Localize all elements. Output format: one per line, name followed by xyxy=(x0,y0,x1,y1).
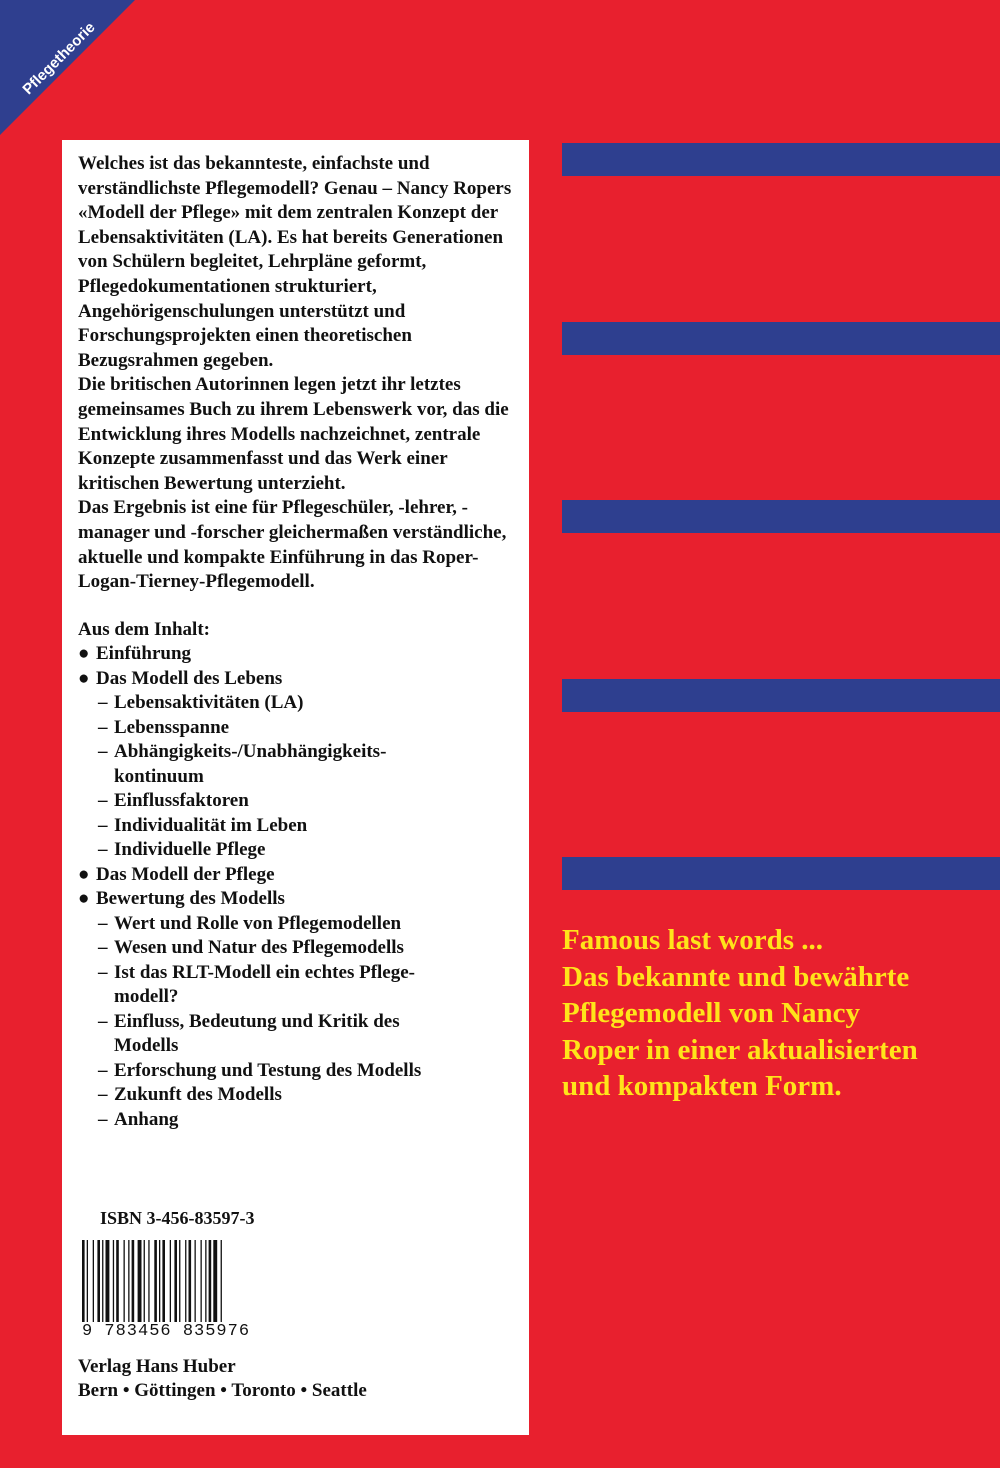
contents-subitem: – Individualität im Leben xyxy=(98,814,308,836)
contents-subitem: – Wert und Rolle von Pflegemodellen xyxy=(98,912,402,934)
intro-paragraph-1: Welches ist das bekannteste, einfachste und verständlichste Pflegemodell? Genau – Nancy Ropers «Modell der Pflege» mit dem zentralen Konzept der Lebensaktivitäten (LA). Es hat bereits Generationen von Schülern begleitet, Lehrpläne geformt, Pflegedokumentationen strukturiert, Angehörigenschulungen unterstützt und Forschungsprojekten einen theoretischen Bezugsrahmen gegeben. xyxy=(78,153,512,371)
contents-subitem: – Lebensaktivitäten (LA) xyxy=(98,692,304,714)
publisher-name: Verlag Hans Huber xyxy=(78,1356,236,1377)
contents-list xyxy=(78,618,519,1133)
subitem-label: Einflussfaktoren xyxy=(114,790,249,812)
barcode-icon xyxy=(80,1240,268,1322)
contents-item xyxy=(78,667,519,692)
bullet-icon: ● xyxy=(78,667,90,689)
contents-subitem: – Lebensspanne xyxy=(98,716,230,738)
barcode-number: 9 783456 835976 xyxy=(82,1322,251,1341)
tagline-line: Pflegemodell von Nancy xyxy=(562,997,861,1029)
contents-subitem: – Wesen und Natur des Pflegemodells xyxy=(98,937,404,959)
intro-paragraph-3: Das Ergebnis ist eine für Pflegeschüler, -lehrer, -manager und -forscher gleichermaßen verständliche, aktuelle und kompakte Einführung in das Roper-Logan-Tierney-Pflegemodell. xyxy=(78,497,507,593)
contents-item xyxy=(78,863,519,888)
contents-subitem: – Anhang xyxy=(98,1108,179,1130)
contents-subitem: – Zukunft des Modells xyxy=(98,1084,282,1106)
contents-item-label: Das Modell des Lebens xyxy=(96,667,283,689)
subitem-label: Einfluss, Bedeutung und Kritik des Modells xyxy=(114,1010,400,1057)
contents-item xyxy=(78,887,519,912)
isbn-text: ISBN 3-456-83597-3 xyxy=(100,1208,255,1228)
subitem-label: Wert und Rolle von Pflegemodellen xyxy=(114,912,402,934)
decorative-stripe xyxy=(562,322,1000,355)
intro-text xyxy=(78,152,519,595)
contents-subitem: – Individuelle Pflege xyxy=(98,839,266,861)
contents-subitem: – Erforschung und Testung des Modells xyxy=(98,1059,422,1081)
decorative-stripe xyxy=(562,500,1000,533)
contents-item-label: Bewertung des Modells xyxy=(96,888,285,910)
subitem-label: Individuelle Pflege xyxy=(114,839,266,861)
decorative-stripe xyxy=(562,143,1000,176)
contents-subitem: – Einflussfaktoren xyxy=(98,790,249,812)
subitem-label: Zukunft des Modells xyxy=(114,1084,282,1106)
contents-item-label: Einführung xyxy=(96,643,192,665)
subitem-label: Erforschung und Testung des Modells xyxy=(114,1059,422,1081)
decorative-stripe xyxy=(562,857,1000,890)
bullet-icon: ● xyxy=(78,888,90,910)
subitem-label: Ist das RLT-Modell ein echtes Pflege-modell? xyxy=(114,961,415,1008)
subitem-label: Anhang xyxy=(114,1108,179,1130)
tagline xyxy=(562,922,982,1105)
bullet-icon: ● xyxy=(78,643,90,665)
tagline-line: und kompakten Form. xyxy=(562,1070,842,1102)
subitem-label: Abhängigkeits-/Unabhängigkeits-kontinuum xyxy=(114,741,387,787)
contents-title: Aus dem Inhalt: xyxy=(78,618,210,640)
bullet-icon: ● xyxy=(78,863,90,885)
tagline-line: Roper in einer aktualisierten xyxy=(562,1033,918,1066)
publisher-cities: Bern • Göttingen • Toronto • Seattle xyxy=(78,1380,367,1401)
description-panel xyxy=(62,140,529,1435)
subitem-label: Individualität im Leben xyxy=(114,814,308,836)
subitem-label: Lebensspanne xyxy=(114,716,230,738)
intro-paragraph-2: Die britischen Autorinnen legen jetzt ihr letztes gemeinsames Buch zu ihrem Lebenswerk vor, das die Entwicklung ihres Modells nachzeichnet, zentrale Konzepte zusammenfasst und das Werk einer kritischen Bewertung unterzieht. xyxy=(78,374,509,494)
subitem-label: Lebensaktivitäten (LA) xyxy=(114,692,304,714)
corner-label: Pflegetheorie xyxy=(19,18,99,99)
contents-item xyxy=(78,642,519,667)
contents-subitem: – Einfluss, Bedeutung und Kritik des Modells xyxy=(78,1010,519,1059)
tagline-line: Das bekannte und bewährte xyxy=(562,960,910,993)
tagline-line: Famous last words ... xyxy=(562,924,824,956)
publisher-block xyxy=(78,1355,367,1403)
contents-subitem: – Ist das RLT-Modell ein echtes Pflege-modell? xyxy=(78,961,519,1010)
decorative-stripe xyxy=(562,679,1000,712)
subitem-label: Wesen und Natur des Pflegemodells xyxy=(114,937,404,959)
contents-subitem: – Abhängigkeits-/Unabhängigkeits-kontinuum xyxy=(78,740,519,789)
contents-item-label: Das Modell der Pflege xyxy=(96,863,275,885)
corner-banner xyxy=(0,0,135,135)
